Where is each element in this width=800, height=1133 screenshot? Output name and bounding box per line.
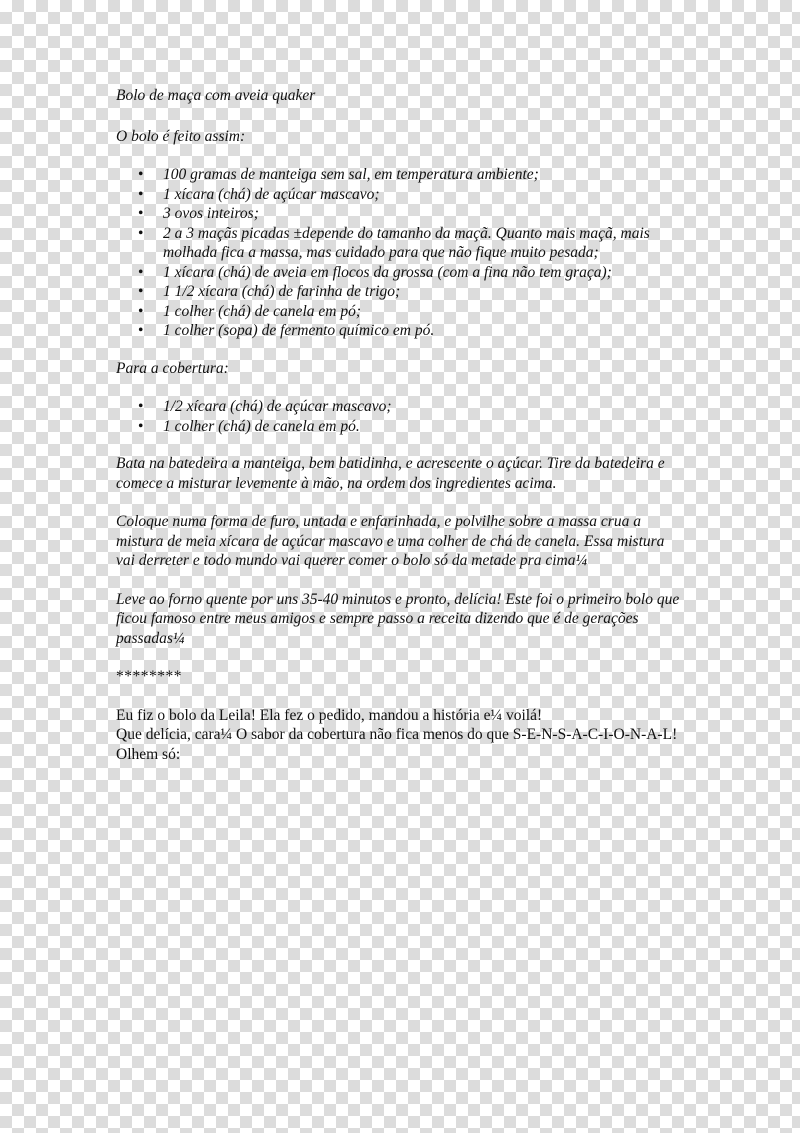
instructions-paragraph: Bata na batedeira a manteiga, bem batidinha, e acrescente o açúcar. Tire da batedeira e comece a misturar levemente à mão, na ordem dos ingredientes acima.	[116, 455, 665, 492]
recipe-intro: O bolo é feito assim:	[116, 127, 246, 145]
list-item: • 3 ovos inteiros;	[138, 205, 259, 222]
bullet-icon: •	[138, 205, 144, 222]
final-line: Olhem só:	[116, 745, 181, 763]
list-item: • 2 a 3 maçãs picadas ±depende do tamanho da maçã. Quanto mais maçã, mais molhada fica a massa, mas cuidado para que não fique muito pesada;	[138, 224, 650, 261]
bullet-icon: •	[138, 322, 144, 339]
list-item: • 1/2 xícara (chá) de açúcar mascavo;	[138, 398, 392, 415]
list-item: • 1 xícara (chá) de açúcar mascavo;	[138, 185, 380, 203]
document-page	[116, 86, 686, 764]
bullet-icon: •	[138, 185, 144, 203]
recipe-title: Bolo de maça com aveia quaker	[116, 87, 316, 104]
topping-list	[116, 397, 686, 436]
bullet-icon: •	[138, 166, 144, 183]
bullet-icon: •	[138, 417, 144, 435]
final-note	[116, 706, 686, 765]
topping-heading: Para a cobertura:	[116, 359, 229, 377]
list-item: • 1 colher (sopa) de fermento químico em pó.	[138, 322, 435, 339]
list-item: • 100 gramas de manteiga sem sal, em temperatura ambiente;	[138, 166, 539, 183]
list-item: • 1 colher (chá) de canela em pó.	[138, 417, 360, 435]
bullet-icon: •	[138, 283, 144, 300]
bullet-icon: •	[138, 302, 144, 320]
final-line: Que delícia, cara¼ O sabor da cobertura não fica menos do que S-E-N-S-A-C-I-O-N-A-L!	[116, 726, 678, 743]
bullet-icon: •	[138, 263, 144, 281]
instructions-paragraph: Leve ao forno quente por uns 35-40 minutos e pronto, delícia! Este foi o primeiro bolo que ficou famoso entre meus amigos e sempre passo a receita dizendo que é de gerações passadas¼	[116, 590, 680, 647]
bullet-icon: •	[138, 398, 144, 415]
instructions-paragraph: Coloque numa forma de furo, untada e enfarinhada, e polvilhe sobre a massa crua a mistura de meia xícara de açúcar mascavo e uma colher de chá de canela. Essa mistura vai derreter e todo mundo vai querer comer o bolo só da metade pra cima¼	[116, 513, 665, 569]
list-item: • 1 xícara (chá) de aveia em flocos da grossa (com a fina não tem graça);	[138, 263, 612, 281]
list-item: • 1 colher (chá) de canela em pó;	[138, 302, 361, 320]
ingredients-list	[116, 165, 686, 341]
final-line: Eu fiz o bolo da Leila! Ela fez o pedido, mandou a história e¼ voilá!	[116, 706, 543, 724]
separator: ********	[116, 668, 182, 685]
list-item: • 1 1/2 xícara (chá) de farinha de trigo;	[138, 283, 401, 300]
bullet-icon: •	[138, 224, 144, 242]
